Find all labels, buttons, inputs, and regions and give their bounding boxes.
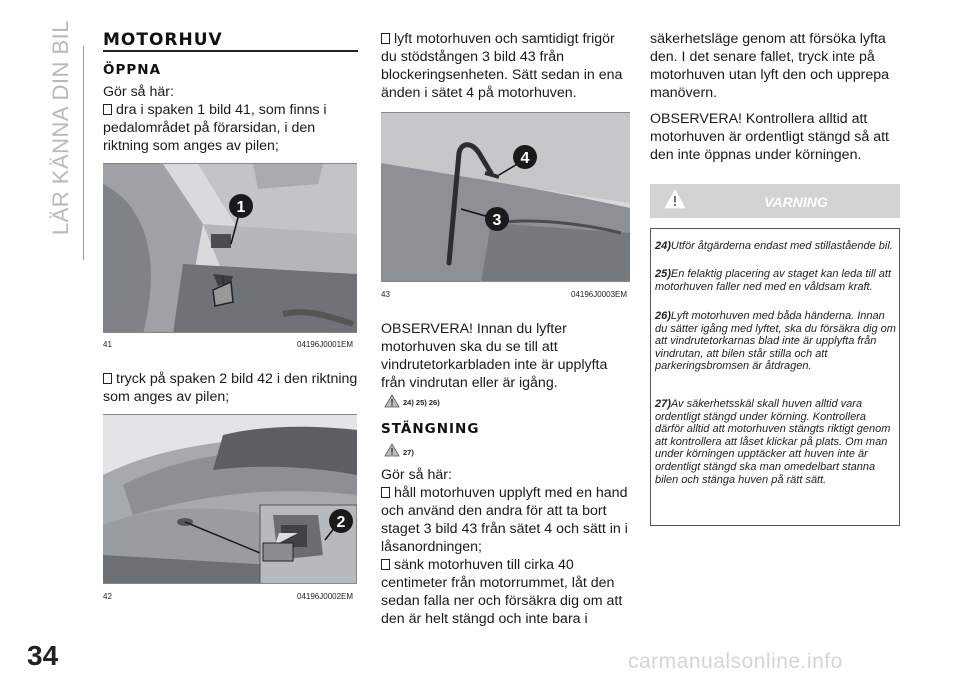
close-note: OBSERVERA! Kontrollera alltid att motorhuven är ordentligt stängd så att den inte öppnas under körningen. — [650, 111, 889, 163]
figure-42-callout: 2 — [336, 514, 346, 531]
close-continued: säkerhetsläge genom att försöka lyfta den. I det senare fallet, tryck inte på motorhuven utan lyft den och upprepa manövern. — [650, 31, 889, 101]
figure-41-number: 41 — [103, 340, 112, 349]
open-intro: Gör så här: — [103, 84, 174, 100]
open-step-3: lyft motorhuven och samtidigt frigör du stödstången 3 bild 43 från blockeringsenheten. Sätt sedan in ena änden i sätet 4 på motorhuven. — [381, 31, 623, 101]
warning-item: 26)Lyft motorhuven med båda händerna. Innan du sätter igång med lyftet, ska du försäkra dig om att vindrutetorkarnas blad inte är upplyfta från vindrutan, att bilen står stilla och att parkeringsbromsen är åtdragen. — [655, 310, 896, 373]
figure-43-callout-3: 3 — [492, 212, 502, 229]
close-step-2: sänk motorhuven till cirka 40 centimeter från motorrummet, låt den sedan falla ner och försäkra dig om att den är helt stängd och inte bara i — [381, 557, 623, 627]
checkbox-icon — [103, 373, 112, 384]
warning-item: 25)En felaktig placering av staget kan leda till att motorhuven faller ned med en våldsam kraft. — [655, 268, 892, 293]
figure-41-image — [103, 163, 357, 333]
close-step-1: håll motorhuven upplyft med en hand och använd den andra för att ta bort staget 3 bild 43 från sätet 4 och sätt in i låsanordningen; — [381, 485, 628, 555]
close-heading: STÄNGNING — [381, 421, 480, 437]
figure-43-image — [381, 112, 630, 282]
checkbox-icon — [381, 33, 390, 44]
section-title: MOTORHUV — [103, 30, 223, 50]
warning-icon — [384, 443, 400, 457]
warning-title: VARNING — [764, 194, 828, 210]
chapter-side-tab — [44, 20, 78, 240]
checkbox-icon — [381, 559, 390, 570]
close-intro: Gör så här: — [381, 467, 452, 483]
open-refs: 24) 25) 26) — [403, 398, 440, 407]
open-note: OBSERVERA! Innan du lyfter motorhuven ska du se till att vindrutetorkarbladen inte är upplyfta från vindrutan eller är igång. — [381, 321, 608, 391]
figure-42-number: 42 — [103, 592, 112, 601]
open-heading: ÖPPNA — [103, 62, 162, 78]
warning-icon — [384, 394, 400, 408]
watermark: carmanualsonline.info — [628, 650, 843, 673]
open-step-2: tryck på spaken 2 bild 42 i den riktning som anges av pilen; — [103, 371, 358, 405]
close-refs: 27) — [403, 448, 414, 457]
page-number: 34 — [27, 640, 59, 671]
figure-42-code: 04196J0002EM — [297, 592, 354, 601]
checkbox-icon — [103, 104, 112, 115]
warning-banner — [650, 184, 900, 218]
checkbox-icon — [381, 487, 390, 498]
chapter-divider — [83, 46, 84, 260]
open-step-1: dra i spaken 1 bild 41, som finns i pedalområdet på förarsidan, i den riktning som anges av pilen; — [103, 102, 327, 154]
chapter-title: LÄR KÄNNA DIN BIL — [48, 20, 73, 236]
warning-item: 24)Utför åtgärderna endast med stillastående bil. — [655, 240, 893, 252]
figure-42-image — [103, 414, 357, 584]
figure-43-code: 04196J0003EM — [571, 290, 628, 299]
figure-43-number: 43 — [381, 290, 390, 299]
figure-41-callout: 1 — [236, 199, 246, 216]
section-title-rule — [103, 50, 358, 52]
figure-41-code: 04196J0001EM — [297, 340, 354, 349]
warning-item: 27)Av säkerhetsskäl skall huven alltid vara ordentligt stängd under körning. Kontrollera därför alltid att motorhuven stängts riktigt genom att kontrollera att låset klickar på plats. Om man under körningen upptäcker att huven inte är ordentligt stängd ska man omedelbart stanna bilen och stänga huven på rätt sätt. — [655, 398, 891, 486]
figure-43-callout-4: 4 — [520, 150, 530, 167]
